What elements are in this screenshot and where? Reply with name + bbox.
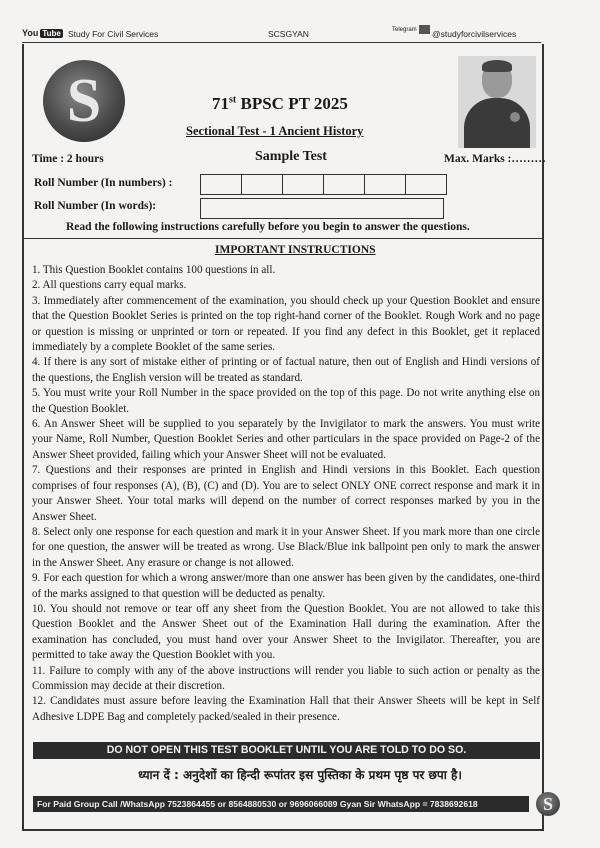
hindi-note: ध्यान दें : अनुदेशों का हिन्दी रूपांतर इस पुस्तिका के प्रथम पृष्ठ पर छपा है। bbox=[138, 768, 462, 782]
telegram-logo bbox=[392, 25, 430, 34]
photo-hair bbox=[482, 60, 512, 72]
logo-letter: S bbox=[66, 67, 102, 135]
photo-body bbox=[464, 98, 530, 148]
instruction-item: 1. This Question Booklet contains 100 questions in all. bbox=[32, 264, 276, 276]
roll-digit-box[interactable] bbox=[242, 175, 283, 194]
instruction-item: 3. Immediately after commencement of the examination, you should check up your Question Booklet and ensure that the Question Booklet Series is printed on the top right-hand corner of the Booklet. Rough Work and no page or question is missing or unprinted or torn or repeated. If you find any defect in this Booklet, get it replaced immediately by a complete Booklet of the same series. bbox=[32, 294, 540, 354]
roll-number-words-label: Roll Number (In words): bbox=[34, 200, 157, 212]
telegram-icon bbox=[419, 25, 430, 34]
roll-digit-box[interactable] bbox=[201, 175, 242, 194]
test-subtitle: Sectional Test - 1 Ancient History bbox=[186, 124, 364, 138]
title-prefix: 71 bbox=[212, 94, 229, 113]
roll-number-boxes[interactable] bbox=[200, 174, 447, 195]
contact-footer: For Paid Group Call /WhatsApp 7523864455 or 8564880530 or 9696066089 Gyan Sir WhatsApp = 7838692618 bbox=[33, 796, 529, 812]
instruction-item: 11. Failure to comply with any of the above instructions will render you liable to such action or penalty as the Commission may decide at their discretion. bbox=[32, 664, 540, 692]
roll-digit-box[interactable] bbox=[406, 175, 446, 194]
instructions-list bbox=[32, 263, 540, 725]
max-marks-label: Max. Marks :……… bbox=[444, 153, 546, 165]
telegram-text: Telegram bbox=[392, 26, 417, 33]
youtube-you-text: You bbox=[22, 28, 39, 38]
roll-number-words-box[interactable] bbox=[200, 198, 444, 219]
sample-test-label: Sample Test bbox=[255, 149, 327, 164]
social-handle: @studyforcivilservices bbox=[432, 29, 517, 39]
channel-name: Study For Civil Services bbox=[68, 29, 159, 39]
instruction-item: 5. You must write your Roll Number in the space provided on the top of this page. Do not write anything else on the Question Booklet. bbox=[32, 387, 540, 415]
header-strip bbox=[22, 28, 542, 42]
section-divider bbox=[22, 238, 542, 239]
footer-logo: S bbox=[536, 792, 560, 816]
photo-badge bbox=[510, 112, 520, 122]
instruction-item: 9. For each question for which a wrong answer/more than one answer has been given by the candidates, one-third of the marks assigned to that question will be deducted as penalty. bbox=[32, 572, 540, 600]
instruction-item: 2. All questions carry equal marks. bbox=[32, 279, 187, 292]
important-instructions-heading: IMPORTANT INSTRUCTIONS bbox=[215, 244, 376, 256]
roll-digit-box[interactable] bbox=[365, 175, 406, 194]
read-instructions-line: Read the following instructions carefully before you begin to answer the questions. bbox=[66, 221, 470, 233]
youtube-logo bbox=[22, 28, 63, 38]
exam-title bbox=[212, 94, 348, 114]
instruction-item: 10. You should not remove or tear off any sheet from the Question Booklet. You are not allowed to take this Question Booklet and the Answer Sheet out of the Examination Hall during the examination. After the examination has concluded, you must hand over your Answer Sheet to the Invigilator. Thereafter, you are permitted to take away the Question Booklet with you. bbox=[32, 602, 540, 662]
roll-digit-box[interactable] bbox=[283, 175, 324, 194]
time-label: Time : 2 hours bbox=[32, 153, 104, 165]
do-not-open-banner: DO NOT OPEN THIS TEST BOOKLET UNTIL YOU ARE TOLD TO DO SO. bbox=[33, 742, 540, 759]
teacher-photo bbox=[458, 56, 536, 148]
instruction-item: 12. Candidates must assure before leaving the Examination Hall that their Answer Sheets will be kept in Self Adhesive LDPE Bag and completely packed/sealed in their presence. bbox=[32, 695, 540, 723]
title-sup: st bbox=[229, 94, 237, 106]
instruction-item: 7. Questions and their responses are printed in English and Hindi versions in this Booklet. Each question comprises of four responses (A), (B), (C) and (D). You are to select ONLY ONE correct response and mark it in your Answer Sheet. Your total marks will depend on the number of correct responses marked by you in the Answer Sheet. bbox=[32, 464, 540, 523]
instruction-item: 4. If there is any sort of mistake either of printing or of factual nature, then out of English and Hindi versions of the questions, the English version will be treated as standard. bbox=[32, 356, 540, 384]
instruction-item: 6. An Answer Sheet will be supplied to you separately by the Invigilator to mark the answers. You must write your Name, Roll Number, Question Booklet Series and other particulars in the space provided on Page-2 of the Answer Sheet provided, failing which your Answer Sheet will not be evaluated. bbox=[32, 418, 540, 461]
roll-number-numbers-label: Roll Number (In numbers) : bbox=[34, 177, 173, 189]
roll-digit-box[interactable] bbox=[324, 175, 365, 194]
header-divider bbox=[22, 42, 541, 43]
youtube-tube-text: Tube bbox=[42, 28, 61, 38]
instruction-item: 8. Select only one response for each question and mark it in your Answer Sheet. If you mark more than one circle for one question, the answer will be treated as wrong. Use Black/Blue ink ballpoint pen only to mark the answer in the Answer Sheet. Any erasure or change is not allowed. bbox=[32, 525, 540, 569]
brand-center: SCSGYAN bbox=[268, 29, 309, 39]
title-rest: BPSC PT 2025 bbox=[236, 94, 348, 113]
scsgyan-logo bbox=[43, 60, 125, 142]
